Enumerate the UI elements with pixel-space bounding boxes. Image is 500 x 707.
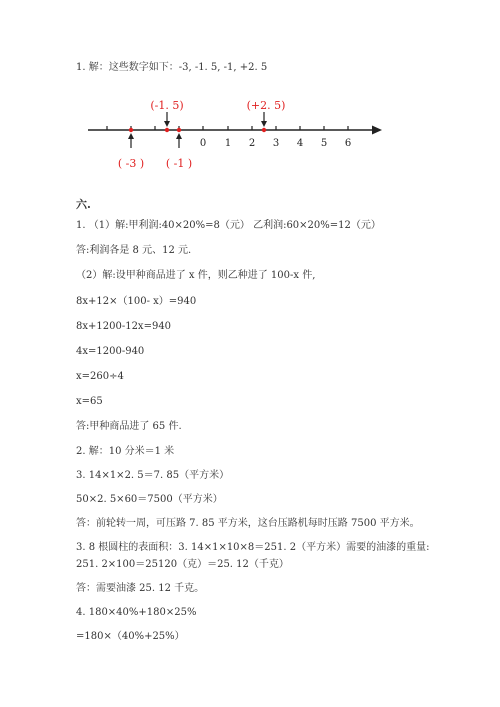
tick-label: 2 xyxy=(248,138,256,149)
text-line: x=260÷4 xyxy=(76,371,124,382)
point-minus-3 xyxy=(129,128,133,132)
text-line: x=65 xyxy=(76,396,103,407)
label-plus-2-5: (+2. 5) xyxy=(246,99,286,112)
text-line: 答：需要油漆 25. 12 千克。 xyxy=(76,583,205,594)
label-minus-1: ( -1 ) xyxy=(165,157,193,170)
text-line: 答:利润各是 8 元、12 元. xyxy=(76,245,192,256)
text-line: 答：前轮转一周，可压路 7. 85 平方米，这台压路机每时压路 7500 平方米。 xyxy=(76,518,420,529)
text-line: 251. 2×100＝25120（克）＝25. 12（千克） xyxy=(76,559,289,570)
text-line: 3. 8 根圆柱的表面积：3. 14×1×10×8＝251. 2（平方米）需要的油漆的重量: xyxy=(76,542,430,553)
text-line: 3. 14×1×2. 5＝7. 85（平方米） xyxy=(76,470,230,481)
axis-arrow-head xyxy=(372,126,382,135)
tick-label: 1 xyxy=(224,138,232,149)
tick-label: 6 xyxy=(344,138,352,149)
text-line: 1. （1）解:甲利润:40×20%=8（元） 乙利润:60×20%=12（元） xyxy=(76,220,381,231)
text-line: 8x+12×（100- x）=940 xyxy=(76,296,197,307)
text-line: 8x+1200-12x=940 xyxy=(76,321,172,332)
text-line: 2. 解：10 分米＝1 米 xyxy=(76,446,175,457)
tick-label: 0 xyxy=(199,138,207,149)
text-line: （2）解:设甲种商品进了 x 件，则乙种进了 100-x 件, xyxy=(76,270,316,281)
section-heading: 六. xyxy=(76,198,91,211)
text-line: 4x=1200-940 xyxy=(76,346,145,357)
text-line: =180×（40%+25%） xyxy=(76,631,185,642)
text-line: 50×2. 5×60＝7500（平方米） xyxy=(76,494,223,505)
tick-label: 5 xyxy=(320,138,328,149)
text-line: 4. 180×40%+180×25% xyxy=(76,607,197,618)
point-minus-1-5 xyxy=(165,128,169,132)
tick-label: 4 xyxy=(296,138,304,149)
label-minus-1-5: (-1. 5) xyxy=(150,99,184,112)
answer-line-1: 1. 解：这些数字如下：-3, -1. 5, -1, +2. 5 xyxy=(76,62,268,73)
point-plus-2-5 xyxy=(262,128,266,132)
tick-label: 3 xyxy=(272,138,280,149)
label-minus-3: ( -3 ) xyxy=(117,157,145,170)
text-line: 答:甲种商品进了 65 件. xyxy=(76,421,182,432)
point-minus-1 xyxy=(177,128,181,132)
